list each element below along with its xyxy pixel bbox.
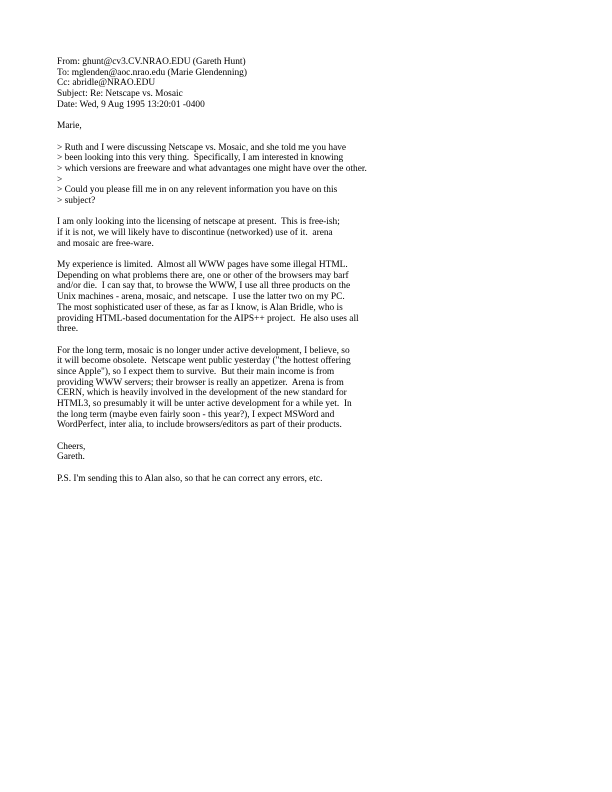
body-line: providing HTML-based documentation for the AIPS++ project. He also uses all <box>57 313 359 324</box>
header-to: To: mglenden@aoc.nrao.edu (Marie Glendenning) <box>57 67 247 78</box>
quoted-line: > been looking into this very thing. Specifically, I am interested in knowing <box>57 153 344 164</box>
body-line: The most sophisticated user of these, as far as I know, is Alan Bridle, who is <box>57 302 343 313</box>
quoted-line: > Ruth and I were discussing Netscape vs. Mosaic, and she told me you have <box>57 142 347 153</box>
body-line: I am only looking into the licensing of netscape at present. This is free-ish; <box>57 217 340 228</box>
header-cc: Cc: abridle@NRAO.EDU <box>57 78 156 89</box>
quoted-line: > Could you please fill me in on any relevent information you have on this <box>57 185 338 196</box>
header-from: From: ghunt@cv3.CV.NRAO.EDU (Gareth Hunt) <box>57 57 246 67</box>
signature <box>57 442 557 463</box>
body-line: Depending on what problems there are, one or other of the browsers may barf <box>57 270 349 281</box>
body-line: if it is not, we will likely have to discontinue (networked) use of it. arena <box>57 228 333 238</box>
email-document <box>57 57 557 485</box>
body-line: providing WWW servers; their browser is really an appetizer. Arena is from <box>57 377 344 388</box>
header-subject: Subject: Re: Netscape vs. Mosaic <box>57 89 183 100</box>
signer-name: Gareth. <box>57 452 85 463</box>
body-line: WordPerfect, inter alia, to include browsers/editors as part of their products. <box>57 420 342 431</box>
quoted-line: > which versions are freeware and what advantages one might have over the other. <box>57 163 367 174</box>
body-line: For the long term, mosaic is no longer under active development, I believe, so <box>57 345 350 356</box>
body-line: since Apple"), so I expect them to survive. But their main income is from <box>57 366 335 377</box>
paragraph-experience <box>57 260 557 335</box>
body-line: HTML3, so presumably it will be unter active development for a while yet. In <box>57 399 352 409</box>
email-header <box>57 57 557 110</box>
paragraph-long-term <box>57 346 557 432</box>
body-line: and/or die. I can say that, to browse the WWW, I use all three products on the <box>57 281 351 292</box>
body-line: My experience is limited. Almost all WWW pages have some illegal HTML. <box>57 260 348 271</box>
body-line: CERN, which is heavily involved in the development of the new standard for <box>57 388 347 399</box>
header-date: Date: Wed, 9 Aug 1995 13:20:01 -0400 <box>57 99 205 110</box>
quoted-message <box>57 143 557 207</box>
paragraph-licensing <box>57 217 557 249</box>
quoted-line: > subject? <box>57 195 96 206</box>
salutation: Marie, <box>57 121 82 132</box>
postscript: P.S. I'm sending this to Alan also, so that he can correct any errors, etc. <box>57 473 323 484</box>
body-line: it will become obsolete. Netscape went public yesterday ("the hottest offering <box>57 356 351 367</box>
body-line: and mosaic are free-ware. <box>57 238 154 249</box>
body-line: the long term (maybe even fairly soon - this year?), I expect MSWord and <box>57 409 335 420</box>
body-line: three. <box>57 324 79 335</box>
quoted-line: > <box>57 174 63 185</box>
signoff: Cheers, <box>57 441 86 452</box>
body-line: Unix machines - arena, mosaic, and netscape. I use the latter two on my PC. <box>57 292 345 303</box>
